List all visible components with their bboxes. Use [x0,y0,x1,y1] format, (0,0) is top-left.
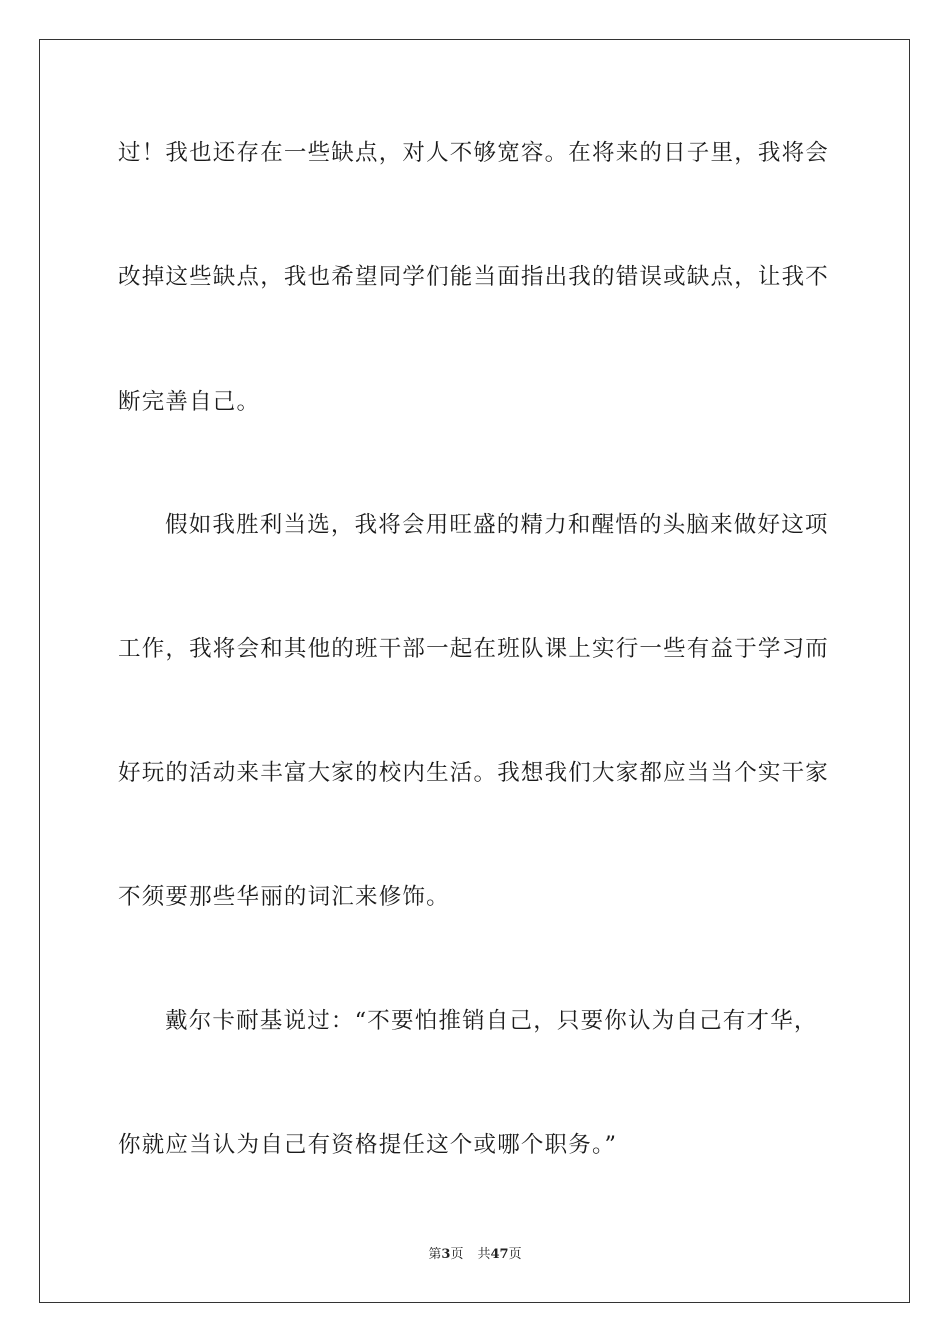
page-border [39,39,910,1303]
paragraph-line: 戴尔卡耐基说过：“不要怕推销自己，只要你认为自己有才华， [165,1008,818,1034]
paragraph-line: 假如我胜利当选，我将会用旺盛的精力和醒悟的头脑来做好这项 [165,512,829,538]
page-number: 3 [441,1247,451,1262]
total-prefix: 共 [477,1247,491,1262]
total-suffix: 页 [508,1247,522,1262]
paragraph-line: 工作，我将会和其他的班干部一起在班队课上实行一些有益于学习而 [118,636,830,662]
paragraph-line: 改掉这些缺点，我也希望同学们能当面指出我的错误或缺点，让我不 [118,264,830,290]
paragraph-line: 断完善自己。 [118,389,261,415]
page-prefix: 第 [428,1247,442,1262]
total-pages: 47 [490,1247,509,1262]
paragraph-line: 好玩的活动来丰富大家的校内生活。我想我们大家都应当当个实干家 [118,760,830,786]
page-suffix: 页 [450,1247,464,1262]
paragraph-line: 过！我也还存在一些缺点，对人不够宽容。在将来的日子里，我将会 [118,140,830,166]
paragraph-line: 不须要那些华丽的词汇来修饰。 [118,884,450,910]
page-footer [0,1246,950,1264]
paragraph-line: 你就应当认为自己有资格提任这个或哪个职务。” [118,1132,618,1158]
